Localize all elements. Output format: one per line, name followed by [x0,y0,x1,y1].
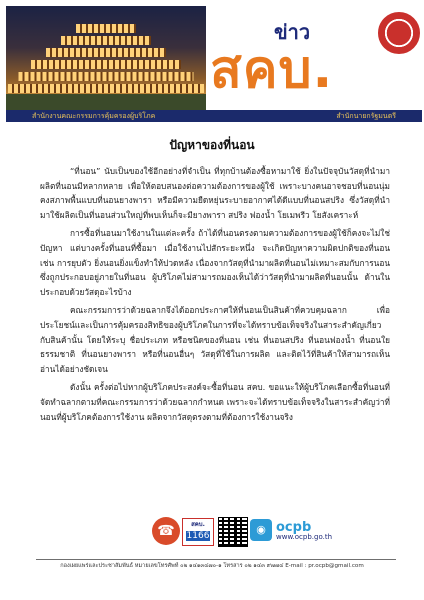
globe-icon: ◉ [250,519,272,541]
phone-icon: ☎ [152,517,180,545]
footer-icons [0,517,424,547]
hotline-number: 1166 [186,531,210,541]
qr-code-icon [218,517,248,547]
ocpb-news-logo [210,10,422,108]
paragraph: “ที่นอน” นับเป็นของใช้อีกอย่างที่จำเป็น ที่ทุกบ้านต้องซื้อหามาใช้ ยิ่งในปัจจุบันวัสดุที่นำมาผลิตที่นอนมีหลากหลาย เพื่อให้ตอบสนองต่อความต้องการของผู้ใช้ เพราะบางคนอาจชอบที่นอนนุ่ม คงสภาพพื้นแบบที่นอนยางพารา หรือมีความยืดหยุ่นระบายอากาศได้ดีแบบที่นอนสปริง ซึ่งวัสดุที่นำมาใช้ผลิตเป็นที่นอนส่วนใหญ่ที่พบเห็นก็จะมียางพารา สปริง ฟองน้ำ โยเมพรีว โยสังเคราะห์ [40,166,390,220]
strip-office-name: สำนักงานคณะกรรมการคุ้มครองผู้บริโภค [32,111,156,120]
header-strip [6,110,422,122]
website-url: www.ocpb.go.th [276,533,333,541]
strip-ministry-name: สำนักนายกรัฐมนตรี [336,111,396,120]
logo-sub-text: ข่าว [274,20,311,44]
website-brand: ocpb [276,520,312,535]
government-building-photo [6,6,206,110]
government-seal-icon [378,12,420,54]
paragraph: การซื้อที่นอนมาใช้งานในแต่ละครั้ง ถ้าได้ที่นอนตรงตามความต้องการของผู้ใช้ก็คงจะไม่ใช่ปัญหา แต่บางครั้งที่นอนที่ซื้อมา เมื่อใช้งานไปสักระยะหนึ่ง จะเกิดปัญหาความผิดปกติของที่นอน เช่น การยุบตัว ยิ่งนอนยิ่งแข็งทำให้ปวดหลัง เนื่องจากวัสดุที่นำมาผลิตที่นอนไม่เหมาะสมกับการนอน ซึ่งถูกประกอบอยู่ภายในที่นอน ผู้บริโภคไม่สามารถมองเห็นได้ว่าวัสดุที่นำมาผลิตที่นอนนั้น ด้านในประกอบด้วยวัสดุอะไรบ้าง [40,228,390,297]
article-body [40,164,390,428]
hotline-label: สคบ. [191,521,205,528]
logo-main-text: สคบ. [210,40,334,100]
paragraph: ดังนั้น ครั้งต่อไปหากผู้บริโภคประสงค์จะซื้อที่นอน สคบ. ขอแนะให้ผู้บริโภคเลือกซื้อที่นอนที่จัดทำฉลากตามที่คณะกรรมการว่าด้วยฉลากกำหนด เพราะจะได้ทราบข้อเท็จจริงในสาระสำคัญว่าที่นอนที่ผู้บริโภคต้องการใช้งาน ผลิตจากวัสดุตรงตามที่ต้องการใช้งานจริง [40,382,390,422]
article-title: ปัญหาของที่นอน [169,138,255,152]
hotline-badge [182,518,214,546]
header-banner [2,0,422,120]
paragraph: คณะกรรมการว่าด้วยฉลากจึงได้ออกประกาศให้ที่นอนเป็นสินค้าที่ควบคุมฉลาก เพื่อประโยชน์และเป็นการคุ้มครองสิทธิของผู้บริโภคในการที่จะได้ทราบข้อเท็จจริงในสาระสำคัญเกี่ยวกับสินค้านั้น โดยให้ระบุ ชื่อประเภท หรือชนิดของที่นอน เช่น ที่นอนสปริง ที่นอนฟองน้ำ ที่นอนใยธรรมชาติ ที่นอนยางพารา หรือที่นอนอื่นๆ วัสดุที่ใช้ในการผลิต และติดไว้ที่สินค้าให้สามารถเห็น อ่านได้อย่างชัดเจน [40,305,390,374]
footer-contact: กองเผยแพร่และประชาสัมพันธ์ หมายเลขโทรศัพท์ ๐๒ ๑๔๑๓๔๗๐-๑ โทรสาร ๐๒ ๑๔๓ ๙๗๗๔ E-mail : pr.ocpb@gmail.com [60,563,364,569]
footer-divider [36,559,396,560]
